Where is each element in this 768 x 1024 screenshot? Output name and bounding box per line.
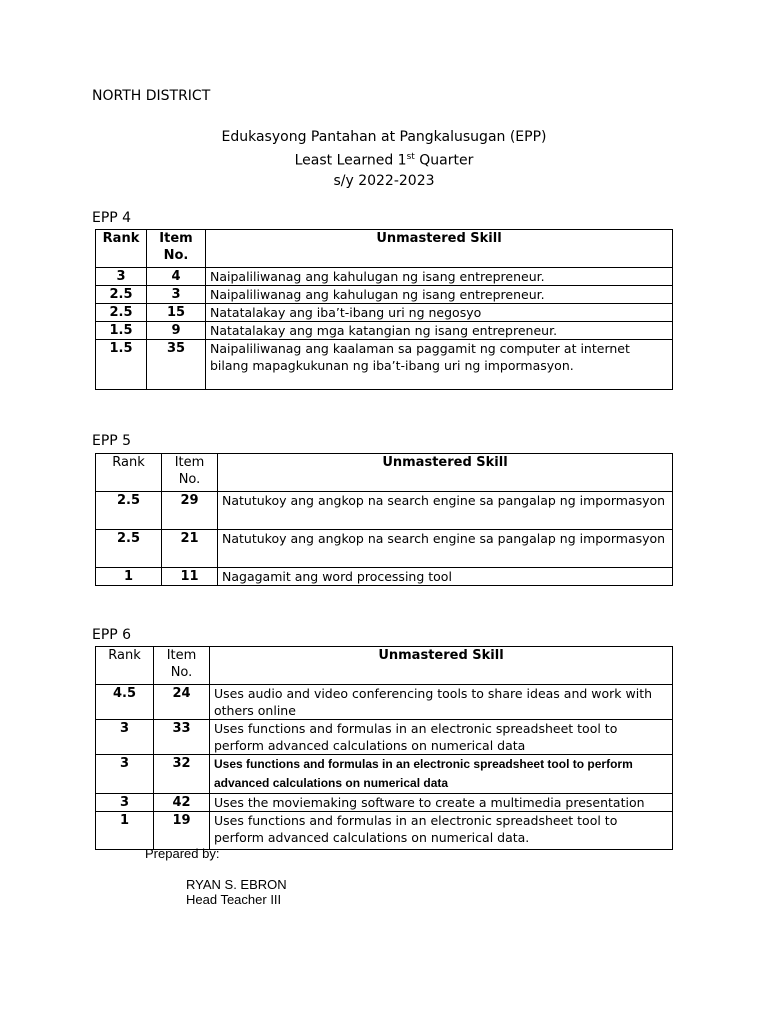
item-no-header: Item No.	[147, 230, 206, 268]
table-header-row	[96, 647, 673, 685]
epp5-label: EPP 5	[92, 433, 132, 449]
skill-cell: Natutukoy ang angkop na search engine sa pangalap ng impormasyon	[218, 530, 673, 568]
skill-cell: Uses audio and video conferencing tools to share ideas and work with others online	[210, 685, 673, 720]
rank-cell: 2.5	[96, 304, 147, 322]
rank-cell: 3	[96, 268, 147, 286]
skill-cell: Nagagamit ang word processing tool	[218, 568, 673, 586]
epp6-label: EPP 6	[92, 627, 132, 643]
prepared-by-label: Prepared by:	[145, 846, 220, 861]
item-cell: 24	[154, 685, 210, 720]
item-cell: 32	[154, 755, 210, 794]
skill-header: Unmastered Skill	[218, 454, 673, 492]
skill-cell: Natatalakay ang iba’t-ibang uri ng negosyo	[206, 304, 673, 322]
skill-cell: Natutukoy ang angkop na search engine sa pangalap ng impormasyon	[218, 492, 673, 530]
document-title-block	[0, 127, 768, 191]
skill-header: Unmastered Skill	[210, 647, 673, 685]
skill-cell: Naipaliliwanag ang kaalaman sa paggamit ng computer at internet bilang mapagkukunan ng iba’t-ibang uri ng impormasyon.	[206, 340, 673, 390]
item-cell: 42	[154, 794, 210, 812]
epp4-label: EPP 4	[92, 210, 132, 226]
rank-header: Rank	[96, 647, 154, 685]
rank-cell: 3	[96, 755, 154, 794]
table-row	[96, 322, 673, 340]
table-row	[96, 492, 673, 530]
rank-cell: 1	[96, 812, 154, 850]
rank-header: Rank	[96, 454, 162, 492]
skill-cell: Uses functions and formulas in an electronic spreadsheet tool to perform advanced calculations on numerical data	[210, 720, 673, 755]
table-row	[96, 568, 673, 586]
rank-header: Rank	[96, 230, 147, 268]
epp4-table	[95, 229, 673, 390]
item-no-header: Item No.	[162, 454, 218, 492]
item-cell: 11	[162, 568, 218, 586]
skill-header: Unmastered Skill	[206, 230, 673, 268]
rank-cell: 2.5	[96, 530, 162, 568]
table-header-row	[96, 230, 673, 268]
item-cell: 19	[154, 812, 210, 850]
rank-cell: 2.5	[96, 286, 147, 304]
table-row	[96, 794, 673, 812]
item-cell: 4	[147, 268, 206, 286]
item-cell: 29	[162, 492, 218, 530]
table-row	[96, 304, 673, 322]
item-cell: 15	[147, 304, 206, 322]
table-row	[96, 286, 673, 304]
table-row	[96, 755, 673, 794]
rank-cell: 1.5	[96, 322, 147, 340]
item-cell: 9	[147, 322, 206, 340]
skill-cell: Naipaliliwanag ang kahulugan ng isang entrepreneur.	[206, 286, 673, 304]
epp6-table	[95, 646, 673, 850]
item-cell: 3	[147, 286, 206, 304]
school-year: s/y 2022-2023	[333, 172, 435, 189]
rank-cell: 3	[96, 794, 154, 812]
signatory-name: RYAN S. EBRON	[186, 877, 287, 892]
table-row	[96, 530, 673, 568]
table-row	[96, 685, 673, 720]
rank-cell: 2.5	[96, 492, 162, 530]
epp5-table	[95, 453, 673, 586]
item-cell: 33	[154, 720, 210, 755]
table-row	[96, 268, 673, 286]
signatory-position: Head Teacher III	[186, 892, 282, 907]
table-row	[96, 720, 673, 755]
rank-cell: 3	[96, 720, 154, 755]
skill-cell: Naipaliliwanag ang kahulugan ng isang entrepreneur.	[206, 268, 673, 286]
district-heading: NORTH DISTRICT	[92, 88, 211, 104]
item-no-header: Item No.	[154, 647, 210, 685]
table-row	[96, 812, 673, 850]
rank-cell: 1.5	[96, 340, 147, 390]
skill-cell: Uses functions and formulas in an electronic spreadsheet tool to perform advanced calculations on numerical data.	[210, 812, 673, 850]
rank-cell: 1	[96, 568, 162, 586]
rank-cell: 4.5	[96, 685, 154, 720]
skill-cell: Natatalakay ang mga katangian ng isang entrepreneur.	[206, 322, 673, 340]
skill-cell: Uses functions and formulas in an electronic spreadsheet tool to perform advanced calculations on numerical data	[210, 755, 673, 794]
document-subtitle: Least Learned 1st Quarter	[294, 152, 474, 169]
skill-cell: Uses the moviemaking software to create a multimedia presentation	[210, 794, 673, 812]
item-cell: 35	[147, 340, 206, 390]
document-title: Edukasyong Pantahan at Pangkalusugan (EPP)	[221, 129, 547, 145]
table-header-row	[96, 454, 673, 492]
item-cell: 21	[162, 530, 218, 568]
table-row	[96, 340, 673, 390]
